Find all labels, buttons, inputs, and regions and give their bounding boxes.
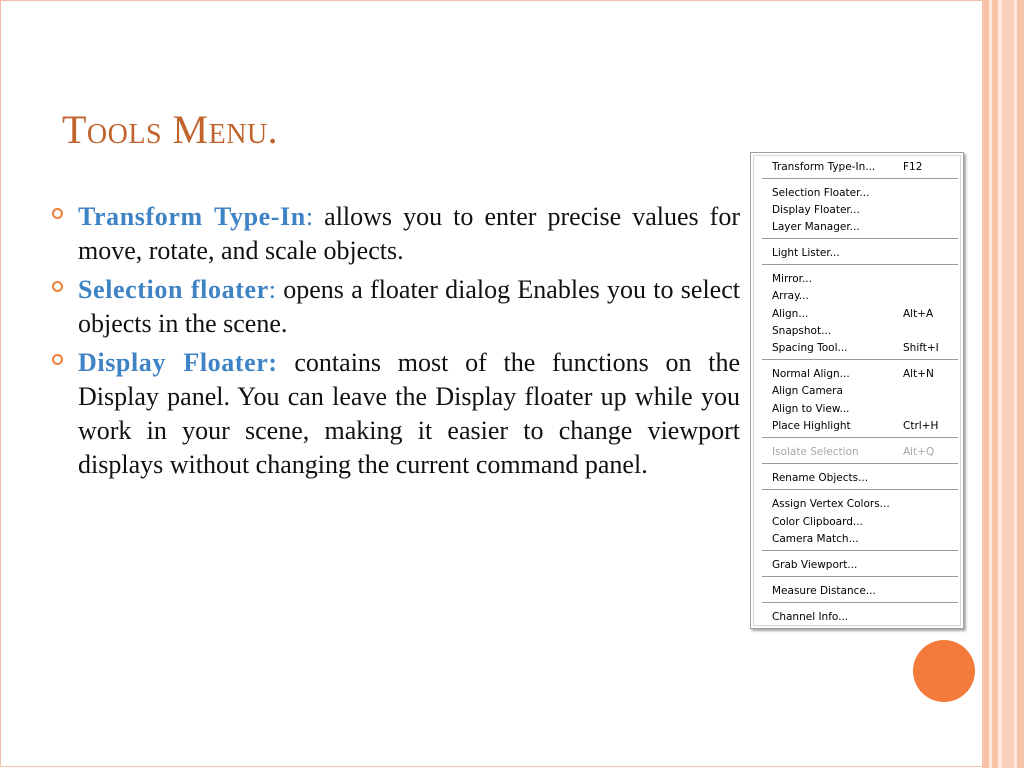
menu-item-rename-objects[interactable]: Rename Objects...: [772, 472, 869, 484]
menu-separator: [762, 463, 958, 465]
bullet-item: [52, 273, 740, 341]
menu-separator: [762, 238, 958, 240]
menu-separator: [762, 576, 958, 578]
bullet-text: contains most of the functions on the Display panel. You can leave the Display floater up while you work in your scene, making it easier to change viewport displays without changing the current command panel.: [78, 348, 740, 479]
decorative-stripes: [982, 0, 1024, 768]
menu-item-camera-match[interactable]: Camera Match...: [772, 533, 859, 545]
bullet-ring-icon: [52, 346, 78, 482]
menu-item-channel-info[interactable]: Channel Info...: [772, 611, 849, 623]
menu-item-snapshot[interactable]: Snapshot...: [772, 325, 832, 337]
bullet-ring-icon: [52, 273, 78, 341]
decorative-circle: [913, 640, 975, 702]
bullet-colon: :: [268, 275, 276, 304]
menu-item-color-clipboard[interactable]: Color Clipboard...: [772, 516, 863, 528]
menu-item-layer-manager[interactable]: Layer Manager...: [772, 221, 860, 233]
slide-title: Tools Menu.: [62, 107, 279, 152]
menu-item-place-highlight[interactable]: Place Highlight Ctrl+H: [772, 420, 939, 432]
menu-separator: [762, 264, 958, 266]
bullet-text: opens a floater dialog Enables you to select objects in the scene.: [78, 275, 740, 338]
menu-item-display-floater[interactable]: Display Floater...: [772, 204, 860, 216]
menu-item-align-camera[interactable]: Align Camera: [772, 385, 843, 397]
bullet-colon: :: [305, 202, 314, 231]
menu-item-spacing-tool[interactable]: Spacing Tool... Shift+I: [772, 342, 939, 354]
menu-separator: [762, 550, 958, 552]
menu-item-light-lister[interactable]: Light Lister...: [772, 247, 840, 259]
menu-item-selection-floater[interactable]: Selection Floater...: [772, 187, 870, 199]
bullet-term: Transform Type-In: [78, 202, 306, 231]
menu-item-isolate-selection: Isolate Selection Alt+Q: [772, 446, 935, 458]
bullet-text: allows you to enter precise values for move, rotate, and scale objects.: [78, 202, 740, 265]
menu-separator: [762, 359, 958, 361]
menu-item-transform-type-in[interactable]: Transform Type-In... F12: [772, 161, 923, 173]
tools-menu-screenshot: [750, 152, 964, 629]
menu-item-align-to-view[interactable]: Align to View...: [772, 403, 850, 415]
menu-item-align[interactable]: Align... Alt+A: [772, 308, 934, 320]
bullet-item: [52, 200, 740, 268]
menu-separator: [762, 489, 958, 491]
menu-item-measure-distance[interactable]: Measure Distance...: [772, 585, 876, 597]
menu-item-grab-viewport[interactable]: Grab Viewport...: [772, 559, 858, 571]
menu-item-assign-vertex-colors[interactable]: Assign Vertex Colors...: [772, 498, 890, 510]
bullet-list: [52, 200, 740, 487]
bullet-term: Selection floater: [78, 275, 269, 304]
menu-separator: [762, 178, 958, 180]
menu-item-normal-align[interactable]: Normal Align... Alt+N: [772, 368, 934, 380]
menu-item-mirror[interactable]: Mirror...: [772, 273, 812, 285]
menu-separator: [762, 437, 958, 439]
menu-item-array[interactable]: Array...: [772, 290, 809, 302]
menu-separator: [762, 602, 958, 604]
bullet-term: Display Floater:: [78, 348, 278, 377]
bullet-ring-icon: [52, 200, 78, 268]
bullet-item: [52, 346, 740, 482]
